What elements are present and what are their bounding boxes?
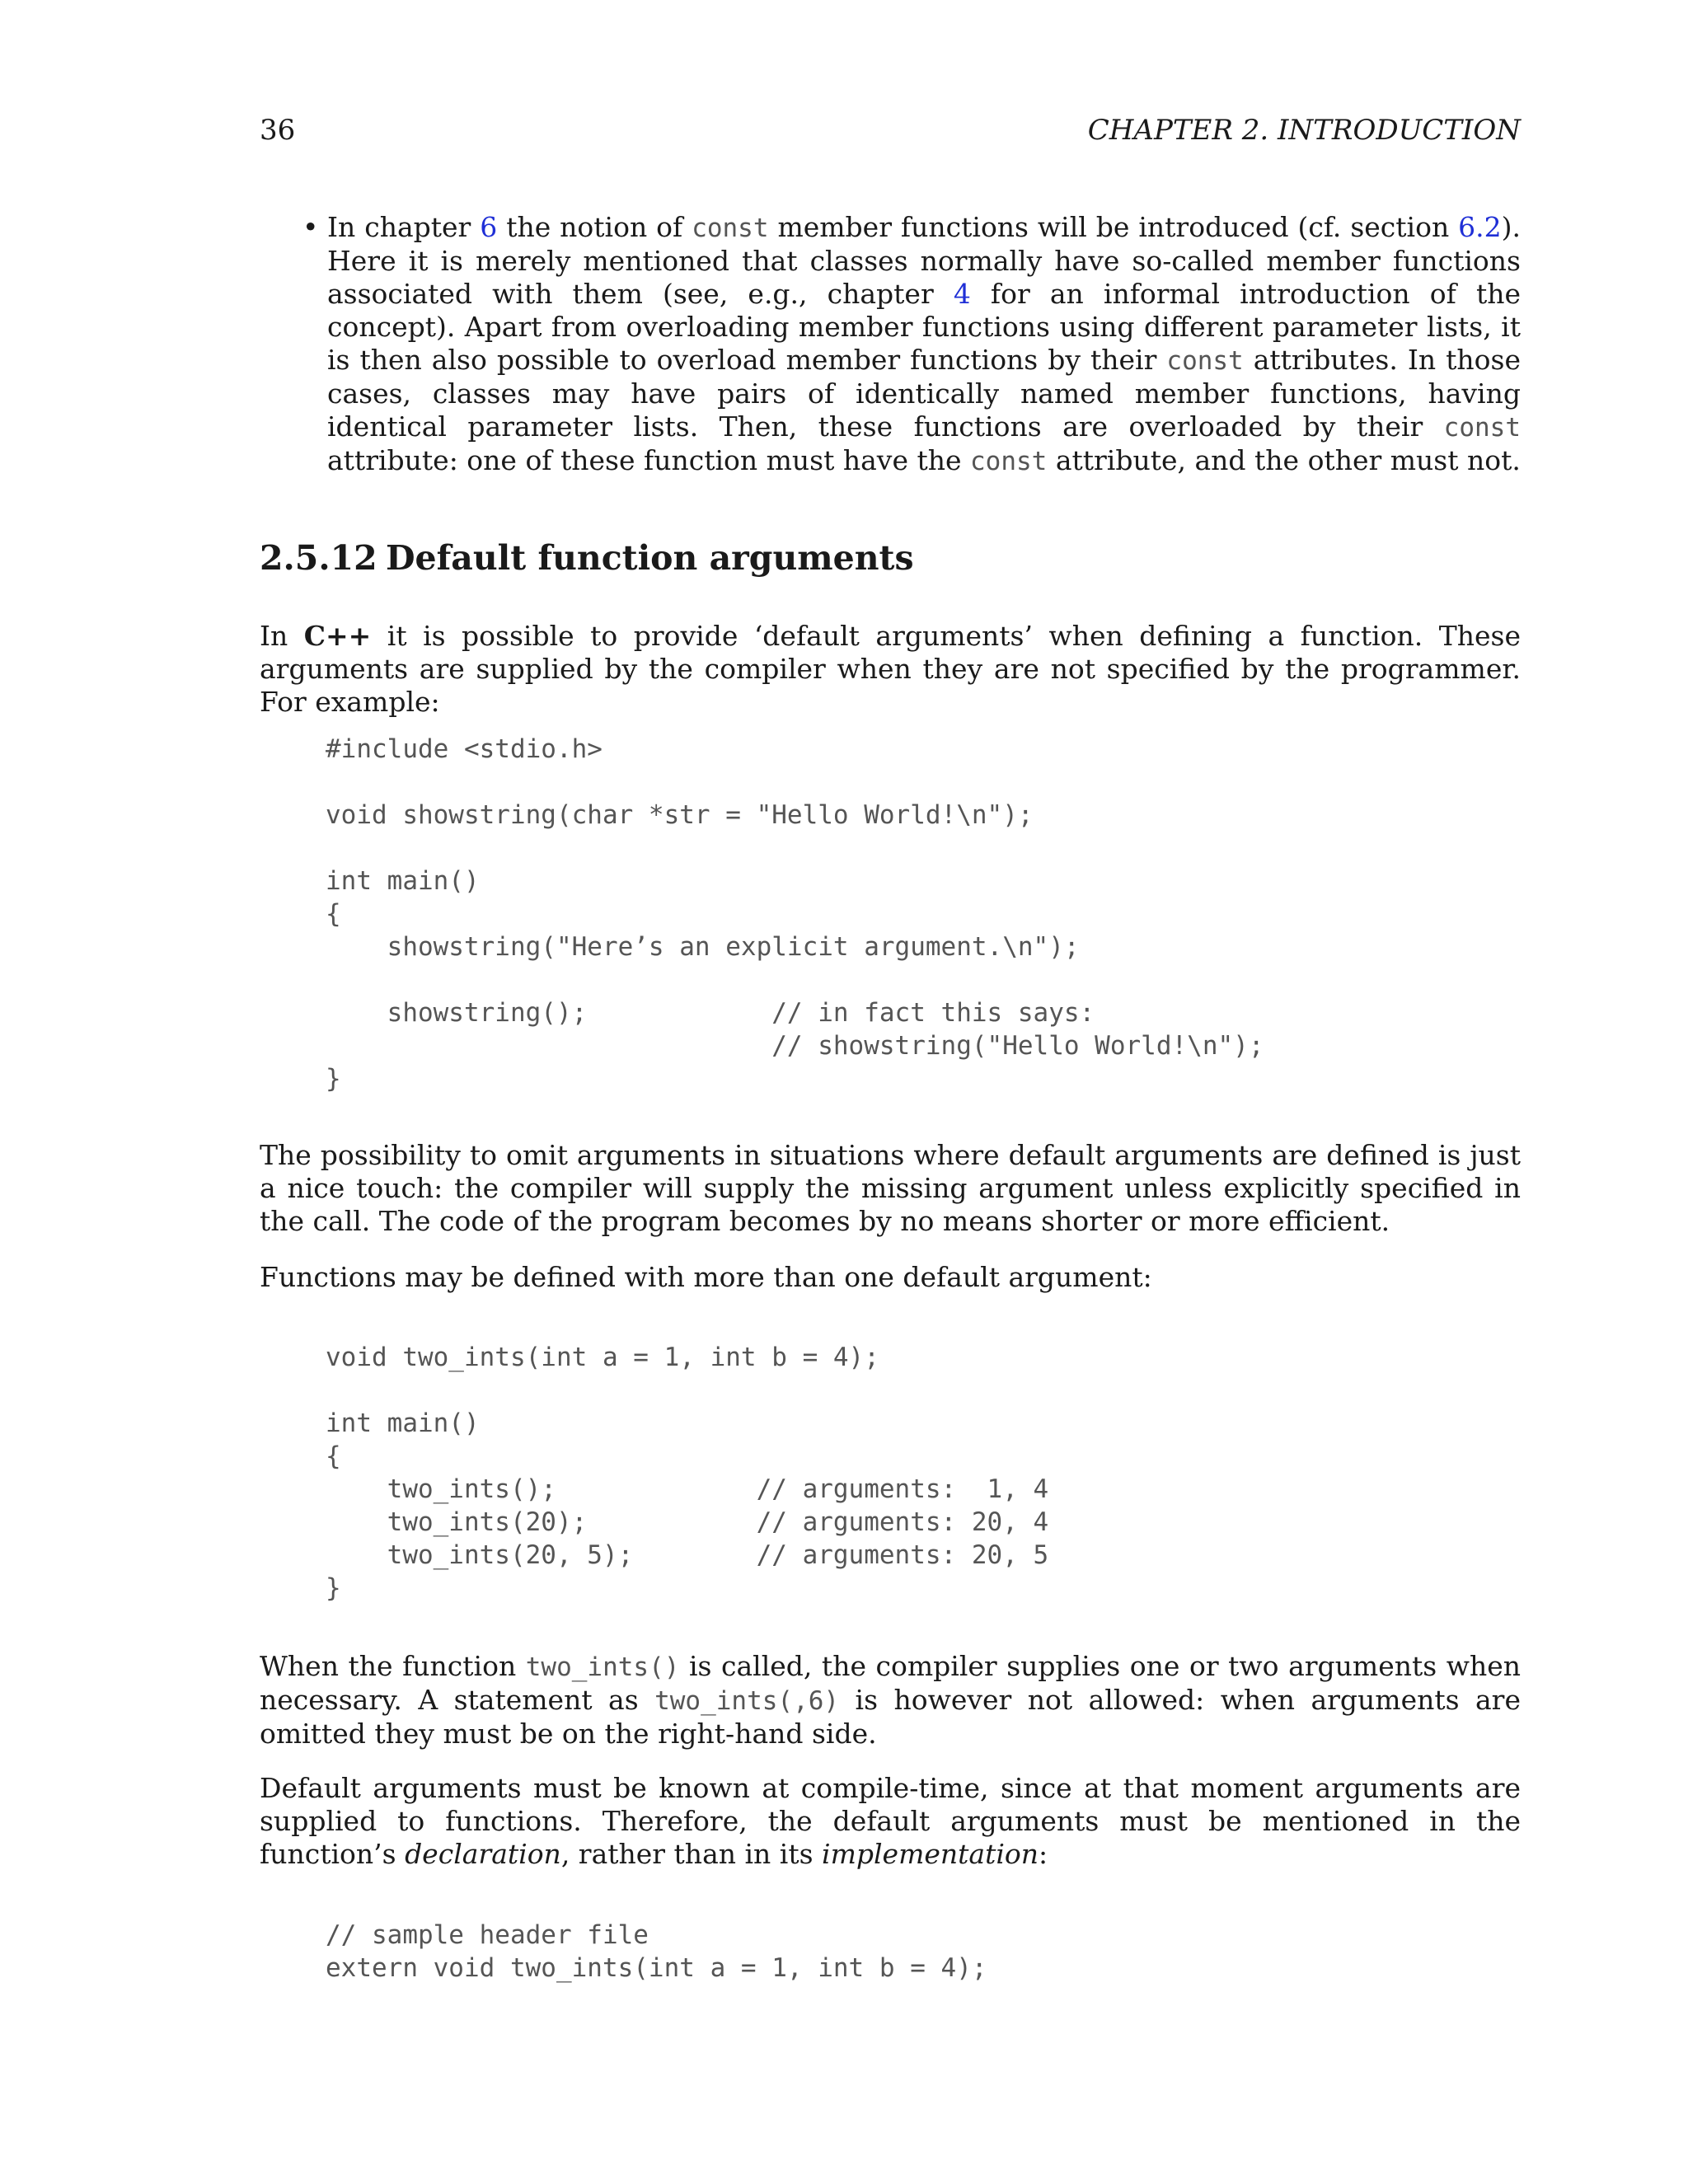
code-block-two-ints: void two_ints(int a = 1, int b = 4); int main() { two_ints(); // arguments: 1, 4 two_ints(20); // arguments: 20, 4 two_ints(20, 5); // arguments: 20, 5 }: [326, 1343, 1049, 1603]
inline-code: const: [692, 213, 769, 243]
page-number: 36: [260, 114, 296, 147]
paragraph-possibility: The possibility to omit arguments in situations where default arguments are defined is just a nice touch: the compiler will supply the missing argument unless explicitly specified in the call. The code of the program becomes by no means shorter or more efficient.: [260, 1139, 1521, 1237]
inline-code: const: [1166, 346, 1244, 376]
paragraph-compile-time: Default arguments must be known at compile-time, since at that moment arguments are supplied to functions. Therefore, the default arguments must be mentioned in the function’s declaration, rather than in its implementation:: [260, 1772, 1521, 1870]
chapter-4-link[interactable]: 4: [953, 278, 971, 310]
section-6-2-link[interactable]: 6.2: [1458, 211, 1502, 243]
bullet-list-item: [260, 211, 1521, 478]
bullet-paragraph: In chapter 6 the notion of const member functions will be introduced (cf. section 6.2). Here it is merely mentioned that classes normally have so-called member functions associated with them (see, e.g., chapter 4 for an informal introduction of the concept). Apart from overloading member functions using different parameter lists, it is then also possible to overload member functions by their const attributes. In those cases, classes may have pairs of identically named member functions, having identical parameter lists. Then, these functions are overloaded by their const attribute: one of these function must have the const attribute, and the other must not.: [327, 211, 1521, 476]
running-head: [260, 114, 1521, 150]
code-block-header-file: // sample header file extern void two_ints(int a = 1, int b = 4);: [326, 1920, 987, 1983]
cpp-bold: C++: [303, 620, 372, 652]
paragraph-two-ints-call: When the function two_ints() is called, the compiler supplies one or two arguments when necessary. A statement as two_ints(,6) is however not allowed: when arguments are omitted they must be on the right-hand side.: [260, 1650, 1522, 1750]
emphasis-declaration: declaration: [405, 1838, 561, 1870]
bullet-icon: •: [302, 211, 319, 243]
chapter-title: CHAPTER 2. INTRODUCTION: [1087, 114, 1521, 147]
inline-code: const: [1443, 413, 1521, 443]
inline-code: two_ints(,6): [654, 1686, 840, 1716]
emphasis-implementation: implementation: [822, 1838, 1039, 1870]
section-heading: [260, 537, 914, 579]
section-number: 2.5.12: [260, 538, 377, 578]
paragraph-intro: In C++ it is possible to provide ‘default arguments’ when defining a function. These arguments are supplied by the compiler when they are not specified by the programmer. For example:: [260, 620, 1522, 718]
code-block-showstring: #include <stdio.h> void showstring(char *str = "Hello World!\n"); int main() { showstring("Here’s an explicit argument.\n"); showstring(); // in fact this says: // showstring("Hello World!\n"); }: [326, 734, 1264, 1094]
paragraph-multiple-defaults: Functions may be defined with more than one default argument:: [260, 1261, 1152, 1293]
inline-code: const: [970, 447, 1048, 476]
chapter-6-link[interactable]: 6: [480, 211, 498, 243]
section-title: Default function arguments: [386, 538, 914, 578]
inline-code: two_ints(): [525, 1652, 680, 1682]
